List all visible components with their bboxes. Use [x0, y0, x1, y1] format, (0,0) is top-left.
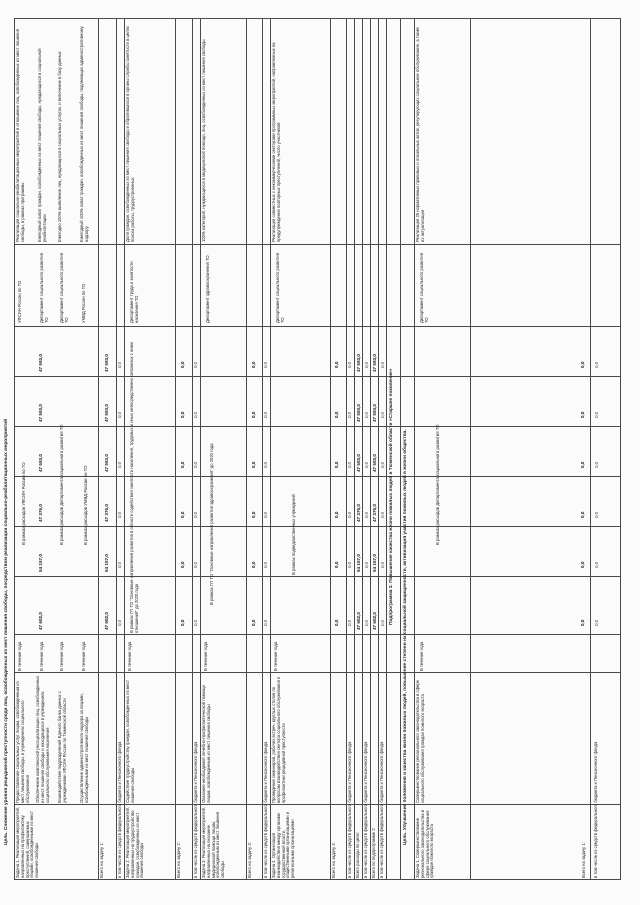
tot4-v2: 0,0: [334, 561, 339, 568]
sp3-task1-exec: Департамент социального развития ТО: [419, 252, 429, 323]
tot1-fed-3: 0,0: [117, 511, 122, 518]
sp3-fed-6: 0,0: [594, 361, 599, 368]
sub-v5: 47 593,0: [372, 404, 377, 422]
tot1-fed-6: 0,0: [117, 361, 122, 368]
goal-fed-6: 0,0: [364, 361, 369, 368]
total-goal-fed-label: в том числе из средств федерального бюджета и Пенсионного фонда: [363, 741, 368, 878]
goal-v4: 47 593,0: [356, 454, 361, 472]
tot1-v2: 54 157,0: [104, 554, 109, 572]
task4-program: В рамках подведомственных учреждений: [291, 494, 296, 575]
row-divider: [330, 18, 331, 880]
sp3-task1-name: Задача 1. Совершенствование регионального законодательства в сфере социального обслуживания граждан пожилого возраста: [415, 810, 435, 878]
task4-period: В течение года: [273, 641, 278, 671]
tot4-fed-2: 0,0: [347, 561, 352, 568]
total-task2-fed-label: в том числе из средств федерального бюджета и Пенсионного фонда: [193, 741, 198, 878]
col-divider: [14, 376, 620, 377]
tot4-v4: 0,0: [334, 461, 339, 468]
goal-fed-3: 0,0: [364, 511, 369, 518]
task3-exec: Департамент здравоохранения ТО: [205, 255, 210, 323]
tot4-v5: 0,0: [334, 411, 339, 418]
goal-fed-1: 0,0: [364, 619, 369, 626]
sp3-v2: 0,0: [580, 561, 585, 568]
goal-banner: Цель. Снижение уровня рецидивной преступности среди лиц, освобожденных из мест лишения свободы, посредством реализации социально-реабилитационных мероприятий: [4, 418, 9, 845]
sp3-task1-budget: В рамках расходов Департамента социального развития ТО: [435, 424, 440, 545]
tot3-v5: 0,0: [251, 411, 256, 418]
col-divider: [14, 576, 620, 577]
exec-dept-2: Департамент социального развития ТО: [59, 252, 69, 323]
task3-period: В течение года: [203, 641, 208, 671]
goal-v3: 47 376,0: [356, 504, 361, 522]
total-sub-label: Всего по подпрограмме 2:: [371, 827, 376, 878]
task1-period-1: В течение года: [17, 641, 22, 671]
result-4: Ежегодный 100% охват граждан, освобожденных из мест лишения свободы, подлежащих административному надзору: [79, 26, 89, 242]
total-task1-fed-label: в том числе из средств федерального бюджета и Пенсионного фонда: [117, 741, 122, 878]
tot3-fed-1: 0,0: [263, 619, 268, 626]
tot1-v4: 47 593,0: [104, 454, 109, 472]
total-task3-fed-label: в том числе из средств федерального бюджета и Пенсионного фонда: [263, 741, 268, 878]
tot3-v3: 0,0: [251, 511, 256, 518]
tot1-v3: 47 376,0: [104, 504, 109, 522]
sub-fed-2: 0,0: [380, 561, 385, 568]
sub-fed-4: 0,0: [380, 461, 385, 468]
task2-name: Задача 2. Реализация мероприятий, направленных на трудоустройство граждан, освобожденных из мест лишения свободы: [125, 806, 145, 878]
goal3-title: Цель. Улучшение положения и качества жизни пожилых людей, повышение степени их социальной защищенности, активизация участия пожилых людей в жизни общества.: [403, 429, 408, 845]
sp3-task1-row: Совершенствование регионального законодательства в сфере социального обслуживания граждан пожилого возраста: [415, 679, 425, 803]
row-divider: [370, 18, 371, 880]
col-divider: [14, 526, 620, 527]
row-divider: [246, 18, 247, 880]
goal-v5: 47 593,0: [356, 404, 361, 422]
tot1-fed-1: 0,0: [117, 619, 122, 626]
tot1-v5: 47 593,0: [104, 404, 109, 422]
t1r2-v6: 47 593,0: [38, 354, 43, 372]
row-divider: [175, 18, 176, 880]
sp3-task1-period: В течение года: [419, 641, 424, 671]
row-divider: [400, 18, 401, 880]
sub-fed-1: 0,0: [380, 619, 385, 626]
tot4-v6: 0,0: [334, 361, 339, 368]
tot2-v1: 0,0: [180, 619, 185, 626]
task2-exec: Департамент труда и занятости населения ТО: [129, 261, 139, 323]
row-divider: [386, 18, 387, 880]
sp3-fed-4: 0,0: [594, 461, 599, 468]
tot3-v6: 0,0: [251, 361, 256, 368]
tot3-fed-2: 0,0: [263, 561, 268, 568]
task2-row: Содействие трудоустройству граждан, освобожденных из мест лишения свободы: [125, 680, 135, 803]
t1r2-v4: 47 593,0: [38, 454, 43, 472]
tot2-v5: 0,0: [180, 411, 185, 418]
tot4-v3: 0,0: [334, 511, 339, 518]
tot4-fed-4: 0,0: [347, 461, 352, 468]
t1r2-v1: 47 602,0: [38, 612, 43, 630]
tot4-fed-5: 0,0: [347, 411, 352, 418]
task1-row-2: Обеспечение комплексной ресоциализации лиц, освобожденных из мест лишения свободы и находящихся в учреждениях социального обслуживания населения: [35, 675, 50, 803]
col-divider: [14, 244, 620, 245]
task1-period-4: В течение года: [81, 641, 86, 671]
goal-fed-2: 0,0: [364, 561, 369, 568]
task3-result: 100% категорий, нуждающихся в медицинской помощи, лиц, освобожденных из мест лишения свободы: [201, 39, 206, 242]
sub-fed-5: 0,0: [380, 411, 385, 418]
tot3-fed-6: 0,0: [263, 361, 268, 368]
total-task2-label: Всего на задачу 2:: [176, 842, 181, 878]
tot2-v2: 0,0: [180, 561, 185, 568]
total-task1-label: Всего на задачу 1:: [99, 842, 104, 878]
tot1-v6: 47 593,0: [104, 354, 109, 372]
col-divider: [14, 672, 620, 673]
tot2-fed-1: 0,0: [193, 619, 198, 626]
table-border-left: [14, 879, 620, 880]
sp3-fed-5: 0,0: [594, 411, 599, 418]
task4-name: Задача 4. Организация взаимодействия между органами государственной власти, общественными организациями и религиозными организациями: [271, 811, 296, 878]
tot4-fed-3: 0,0: [347, 511, 352, 518]
col-divider: [14, 476, 620, 477]
sp3-total-label: Всего на задачу 1:: [581, 842, 586, 878]
tot3-fed-5: 0,0: [263, 411, 268, 418]
sp3-v3: 0,0: [580, 511, 585, 518]
goal-v6: 47 593,0: [356, 354, 361, 372]
subprogram3-title: Подпрограмма 3. Повышение качества жизни пожилых людей в Тюменской области «Старшее поколение»: [389, 368, 394, 625]
task1-row-3: Взаимодействие подразделений Единого банка данных с учреждениями УФСИН России по Тюменской области: [57, 691, 67, 803]
result-3: Ежегодно 100% выявление лиц, нуждающихся в социальных услугах, и включение в базу данных: [57, 51, 62, 242]
task4-result: Реализация совместных с некоммерческими секторами программных мероприятий, направленных на предупреждение повторных преступлений, число участников: [271, 42, 281, 242]
tot2-fed-3: 0,0: [193, 511, 198, 518]
total-sub-fed-label: в том числе из средств федерального бюджета и Пенсионного фонда: [379, 741, 384, 878]
sub-v4: 47 593,0: [372, 454, 377, 472]
sp3-v5: 0,0: [580, 411, 585, 418]
total-task4-label: Всего на задачу 4:: [331, 842, 336, 878]
task2-program: В рамках ГП ТО "Основные направления развития в области содействия занятости населения, трудовых и иных непосредственно связанных с ними отношений" до 2020 года: [129, 342, 139, 633]
task1-row-1: Предоставление социальных услуг лицам, освобожденным из мест лишения свободы, в учреждениях социального обслуживания: [15, 681, 30, 803]
total-task4-fed-label: в том числе из средств федерального бюджета и Пенсионного фонда: [347, 741, 352, 878]
table-border-bottom: [620, 18, 621, 880]
col-divider: [14, 326, 620, 327]
table-border-right: [14, 18, 620, 19]
result-1: Реализация социально-реабилитационных мероприятий в отношении лиц, освобожденных из мест лишения свободы, в рамках программы: [15, 29, 25, 242]
exec-umvd: УМВД России по ТО: [81, 283, 86, 323]
tot3-v4: 0,0: [251, 461, 256, 468]
tot2-fed-6: 0,0: [193, 361, 198, 368]
row-divider: [354, 18, 355, 880]
goal-fed-5: 0,0: [364, 411, 369, 418]
col-divider: [14, 634, 620, 635]
task3-program: В рамках ГП ТО "Основные направления развития здравоохранения" до 2020 года: [209, 443, 214, 605]
row-divider: [98, 18, 99, 880]
task1-name: Задача 1. Реализация мероприятий, направленных на профилактику преступлений, совершаемых лицами, освобожденными из мест лишения свободы: [15, 806, 40, 878]
sub-v2: 54 157,0: [372, 554, 377, 572]
task4-row: Проведение семинаров, рабочих встреч, круглых столов по вопросам взаимодействия сектора социального обслуживания и профилактики рецидивной преступности: [271, 676, 286, 803]
budget-dept: В рамках расходов Департамента социального развития ТО: [59, 424, 64, 545]
sub-v6: 47 593,0: [372, 354, 377, 372]
row-divider: [590, 18, 591, 880]
tot3-v2: 0,0: [251, 561, 256, 568]
sp3-fed-1: 0,0: [594, 619, 599, 626]
sub-v3: 47 376,0: [372, 504, 377, 522]
sp3-task1-result: Реализация 25 нормативных правовых и локальных актов, регулирующих социальное обслуживание, а также их актуализация: [415, 27, 425, 242]
tot2-fed-4: 0,0: [193, 461, 198, 468]
sp3-v6: 0,0: [580, 361, 585, 368]
sub-fed-3: 0,0: [380, 511, 385, 518]
tot1-fed-2: 0,0: [117, 561, 122, 568]
task1-row-4: Осуществление административного надзора за лицами, освобожденными из мест лишения свободы: [79, 693, 89, 803]
tot4-v1: 0,0: [334, 619, 339, 626]
tot4-fed-6: 0,0: [347, 361, 352, 368]
tot2-v6: 0,0: [180, 361, 185, 368]
task1-period-3: В течение года: [59, 641, 64, 671]
task4-exec: Департамент социального развития ТО: [275, 252, 285, 323]
goal-v1: 47 602,0: [356, 612, 361, 630]
tot3-fed-3: 0,0: [263, 511, 268, 518]
task2-result: Доля граждан, освобожденных из мест лишения свободы и обратившихся в органы службы занятости в целях поиска работы, трудоустроенных: [125, 26, 135, 242]
t1r2-v5: 47 593,0: [38, 404, 43, 422]
tot2-fed-2: 0,0: [193, 561, 198, 568]
tot3-fed-4: 0,0: [263, 461, 268, 468]
sub-v1: 47 602,0: [372, 612, 377, 630]
tot1-fed-5: 0,0: [117, 411, 122, 418]
budget-umvd: В рамках расходов УМВД России по ТО: [83, 465, 88, 545]
exec-ufsin: УФСИН России по ТО: [17, 280, 22, 323]
task2-period: В течение года: [127, 641, 132, 671]
tot2-fed-5: 0,0: [193, 411, 198, 418]
sp3-v4: 0,0: [580, 461, 585, 468]
exec-dept-1: Департамент социального развития ТО: [39, 252, 49, 323]
tot1-fed-4: 0,0: [117, 461, 122, 468]
row-divider: [470, 18, 471, 880]
sp3-total-fed-label: в том числе из средств федерального бюджета и Пенсионного фонда: [593, 741, 598, 878]
sp3-fed-3: 0,0: [594, 511, 599, 518]
goal-v2: 54 157,0: [356, 554, 361, 572]
tot4-fed-1: 0,0: [347, 619, 352, 626]
sub-fed-6: 0,0: [380, 361, 385, 368]
tot2-v4: 0,0: [180, 461, 185, 468]
result-2: Ежегодный охват граждан, освобожденных из мест лишения свободы, нуждающихся в социальной реабилитации: [37, 48, 47, 242]
task3-row: Оказание необходимой лечебно-профилактической помощи лицам, освобожденным из мест лишения свободы: [201, 685, 211, 803]
col-divider: [14, 426, 620, 427]
budget-ufsin: В рамках расходов УФСИН России по ТО: [21, 462, 26, 545]
total-goal-label: Всего расходы по цели:: [355, 831, 360, 878]
sp3-fed-2: 0,0: [594, 561, 599, 568]
sp3-v1: 0,0: [580, 619, 585, 626]
tot1-v1: 47 602,0: [104, 612, 109, 630]
task1-period-2: В течение года: [39, 641, 44, 671]
task3-name: Задача 3. Реализация мероприятий, направленных на оказание медицинской помощи лицам, освобожденным из мест лишения свободы: [201, 806, 226, 878]
col-divider: [14, 804, 620, 805]
total-task3-label: Всего на задачу 3:: [247, 842, 252, 878]
goal-fed-4: 0,0: [364, 461, 369, 468]
t1r2-v2: 54 157,0: [38, 554, 43, 572]
tot2-v3: 0,0: [180, 511, 185, 518]
t1r2-v3: 47 376,0: [38, 504, 43, 522]
tot3-v1: 0,0: [251, 619, 256, 626]
